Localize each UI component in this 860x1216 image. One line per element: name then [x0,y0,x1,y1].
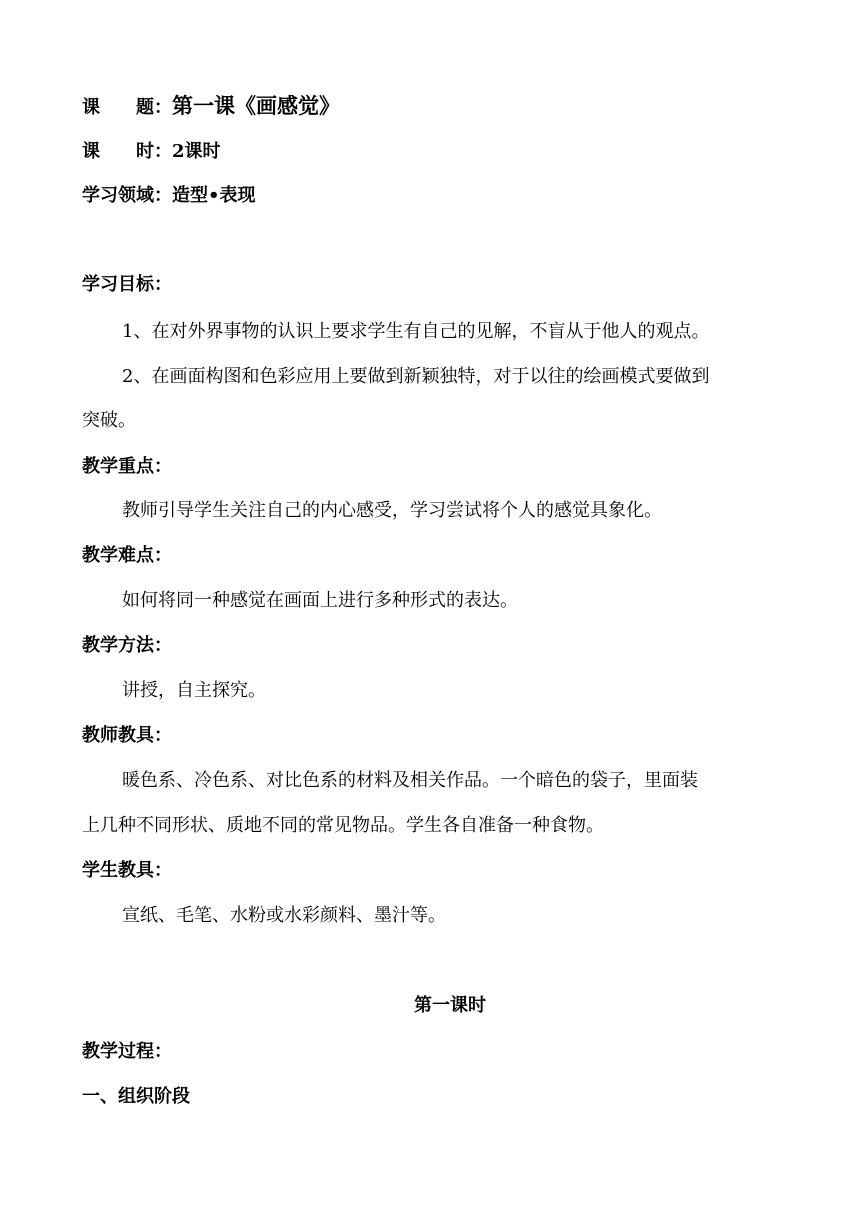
teacher-tools-line-2: 上几种不同形状、质地不同的常见物品。学生各自准备一种食物。 [82,815,604,836]
student-tools-text: 宣纸、毛笔、水粉或水彩颜料、墨汁等。 [122,905,446,926]
teacher-tools-line-1: 暖色系、冷色系、对比色系的材料及相关作品。一个暗色的袋子，里面装 [122,770,698,791]
process-heading: 教学过程： [82,1041,172,1062]
step-1-heading: 一、组织阶段 [82,1086,190,1107]
domain-label: 学习领域： [82,185,172,206]
topic-label: 课 题： [82,97,172,118]
lesson-title: 第一课《画感觉》 [172,93,340,118]
difficulties-text: 如何将同一种感觉在画面上进行多种形式的表达。 [122,590,518,611]
key-points-text: 教师引导学生关注自己的内心感受，学习尝试将个人的感觉具象化。 [122,500,662,521]
teacher-tools-heading: 教师教具： [82,725,172,746]
student-tools-heading: 学生教具： [82,860,172,881]
objectives-heading: 学习目标： [82,274,172,295]
topic-row [82,93,340,121]
objective-item-1: 1、在对外界事物的认识上要求学生有自己的见解，不盲从于他人的观点。 [122,321,710,342]
objective-item-2-line-2: 突破。 [82,410,136,431]
hours-row [82,139,221,165]
hours-label: 课 时： [82,141,172,162]
methods-heading: 教学方法： [82,635,172,656]
methods-text: 讲授，自主探究。 [122,680,266,701]
difficulties-heading: 教学难点： [82,545,172,566]
objective-item-2-line-1: 2、在画面构图和色彩应用上要做到新颖独特，对于以往的绘画模式要做到 [122,366,710,387]
domain-value: 造型•表现 [172,185,256,206]
session-title: 第一课时 [414,995,486,1016]
hours-value: 2课时 [172,141,221,162]
key-points-heading: 教学重点： [82,456,172,477]
domain-row [82,183,256,209]
